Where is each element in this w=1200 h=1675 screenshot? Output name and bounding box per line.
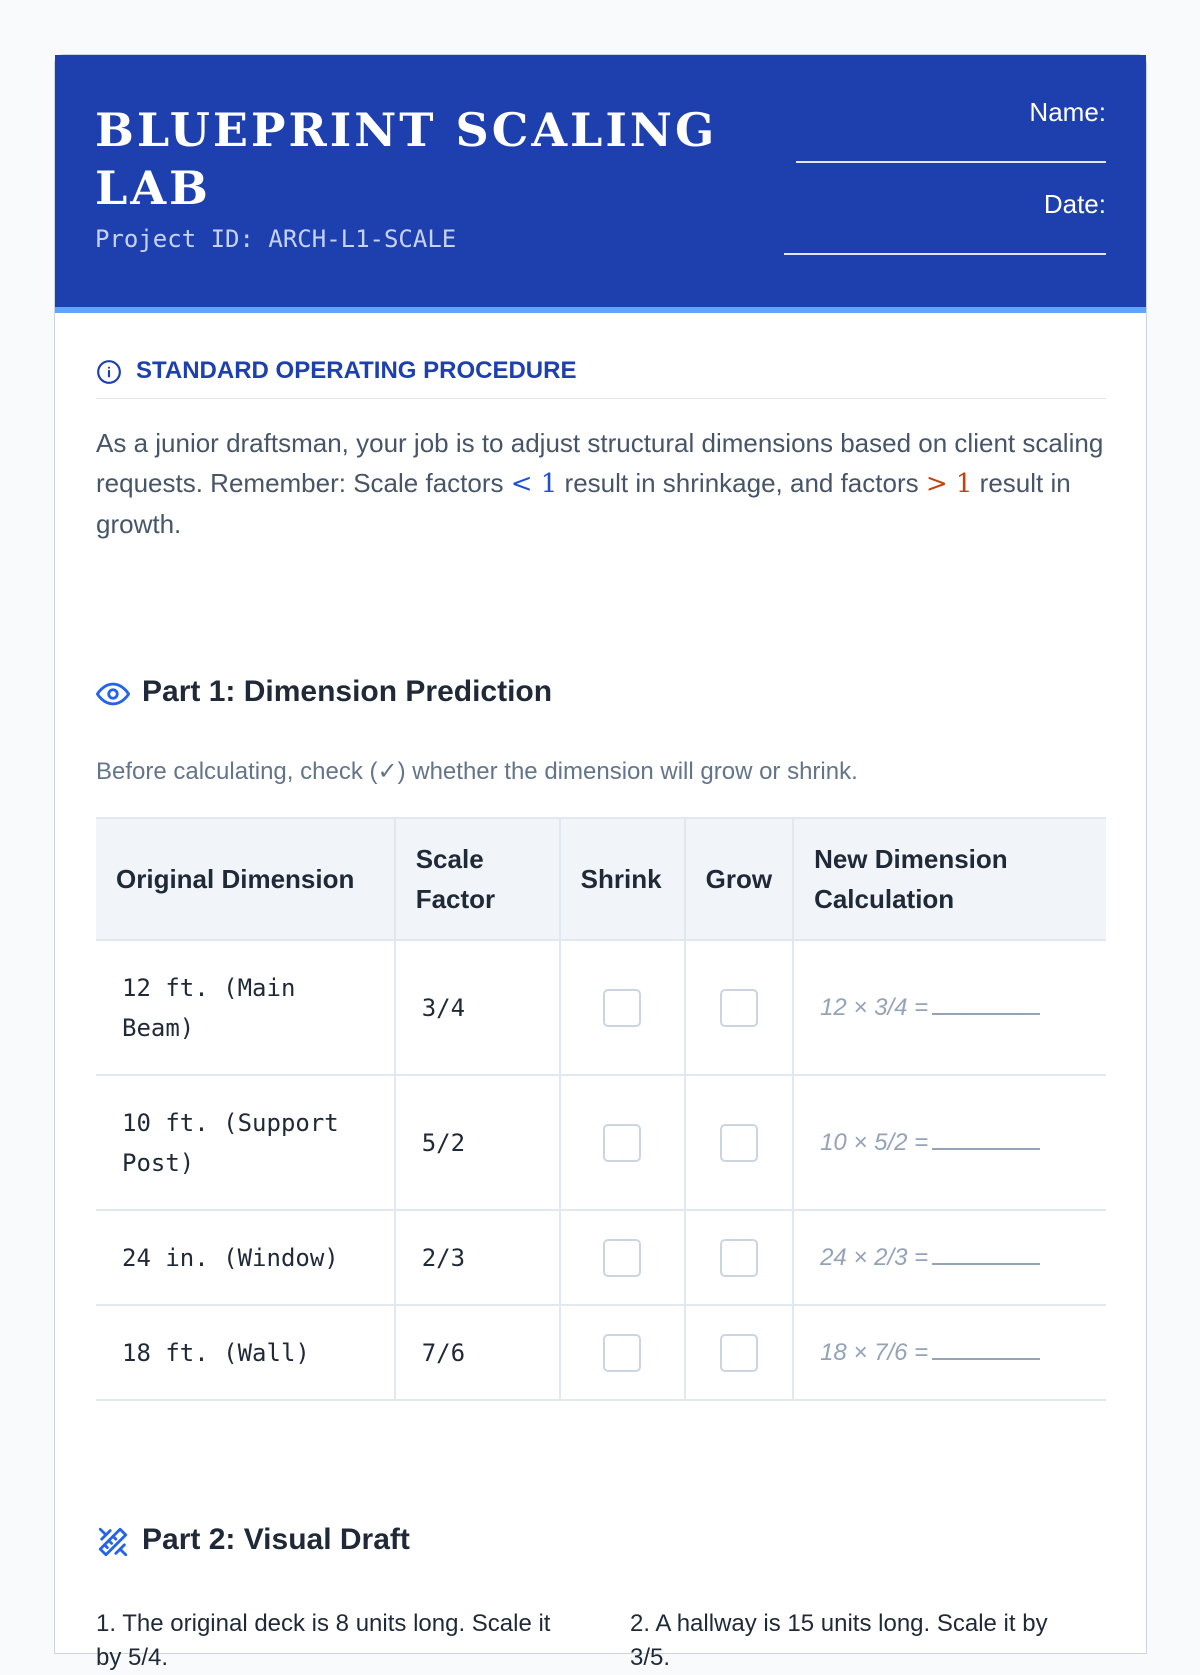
- worksheet-card: [54, 54, 1147, 1671]
- grow-checkbox[interactable]: [720, 1334, 758, 1372]
- date-label: Date:: [1043, 189, 1106, 219]
- calculation-prompt: 12 × 3/4 =: [820, 993, 929, 1021]
- dimension-table: [96, 817, 1106, 1401]
- shrink-checkbox[interactable]: [603, 1334, 641, 1372]
- grow-condition: > 1: [925, 469, 973, 499]
- sop-title: STANDARD OPERATING PROCEDURE: [136, 357, 577, 384]
- draft-question-1: 1. The original deck is 8 units long. Scale it by 5/4.: [96, 1610, 551, 1671]
- intro-text-1: As a junior draftsman, your job is to adjust structural dimensions based on client scaling requests. Remember: Scale factors: [96, 428, 1104, 498]
- name-label: Name:: [1029, 97, 1106, 127]
- original-dimension: 10 ft. (Support Post): [96, 1075, 395, 1210]
- table-row: [96, 940, 1106, 1075]
- scale-factor: 5/2: [395, 1075, 560, 1210]
- original-dimension: 24 in. (Window): [96, 1210, 395, 1305]
- date-field[interactable]: [784, 253, 1106, 255]
- grow-checkbox[interactable]: [720, 989, 758, 1027]
- ruler-pencil-icon: [96, 1525, 130, 1559]
- sop-intro: [96, 423, 1106, 544]
- sop-heading: [96, 351, 1106, 399]
- col-grow: Grow: [685, 818, 793, 940]
- original-dimension: 18 ft. (Wall): [96, 1305, 395, 1400]
- table-row: [96, 1210, 1106, 1305]
- shrink-condition: < 1: [510, 469, 558, 499]
- draft-question-2: 2. A hallway is 15 units long. Scale it by 3/5.: [630, 1610, 1048, 1671]
- name-field[interactable]: [796, 161, 1106, 163]
- answer-blank[interactable]: [932, 1013, 1040, 1015]
- grow-checkbox[interactable]: [720, 1239, 758, 1277]
- scale-factor: 2/3: [395, 1210, 560, 1305]
- intro-text-3: result in growth.: [96, 468, 1071, 539]
- calculation-prompt: 10 × 5/2 =: [820, 1128, 929, 1156]
- original-dimension: 12 ft. (Main Beam): [96, 940, 395, 1075]
- table-row: [96, 1305, 1106, 1400]
- scale-factor: 7/6: [395, 1305, 560, 1400]
- grow-checkbox[interactable]: [720, 1124, 758, 1162]
- answer-blank[interactable]: [932, 1358, 1040, 1360]
- info-circle-icon: [96, 359, 122, 385]
- answer-blank[interactable]: [932, 1263, 1040, 1265]
- intro-text-2: result in shrinkage, and factors: [557, 468, 926, 498]
- project-id: Project ID: ARCH-L1-SCALE: [95, 225, 457, 253]
- part2-title: Part 2: Visual Draft: [142, 1523, 410, 1556]
- col-new-dimension: New Dimension Calculation: [793, 818, 1106, 940]
- worksheet-header: [55, 55, 1146, 313]
- shrink-checkbox[interactable]: [603, 1239, 641, 1277]
- eye-icon: [96, 677, 130, 711]
- col-original-dimension: Original Dimension: [96, 818, 395, 940]
- table-header-row: [96, 818, 1106, 940]
- col-shrink: Shrink: [560, 818, 685, 940]
- calculation-prompt: 18 × 7/6 =: [820, 1338, 929, 1366]
- worksheet-title: BLUEPRINT SCALING LAB: [95, 103, 718, 215]
- part1-title: Part 1: Dimension Prediction: [142, 675, 553, 708]
- table-row: [96, 1075, 1106, 1210]
- shrink-checkbox[interactable]: [603, 989, 641, 1027]
- scale-factor: 3/4: [395, 940, 560, 1075]
- col-scale-factor: Scale Factor: [395, 818, 560, 940]
- calculation-prompt: 24 × 2/3 =: [820, 1243, 929, 1271]
- answer-blank[interactable]: [932, 1148, 1040, 1150]
- shrink-checkbox[interactable]: [603, 1124, 641, 1162]
- part1-hint: Before calculating, check (✓) whether the dimension will grow or shrink.: [96, 758, 858, 785]
